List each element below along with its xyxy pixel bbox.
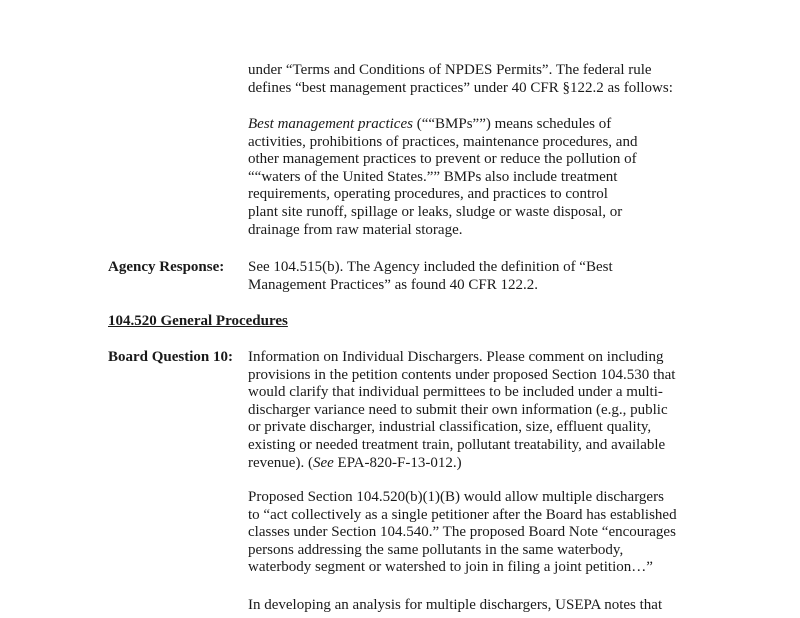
intro-line: under “Terms and Conditions of NPDES Permits”. The federal rule [248,62,652,78]
question-last-line [248,455,708,473]
quote-line: plant site runoff, spillage or leaks, sludge or waste disposal, or [248,203,623,220]
section-heading: 104.520 General Procedures [108,313,288,329]
question-line: provisions in the petition contents under proposed Section 104.530 that [248,366,676,383]
quote-line: other management practices to prevent or reduce the pollution of [248,151,637,168]
question-last-pre: revenue). ( [248,454,313,471]
quote-line: drainage from raw material storage. [248,221,463,238]
agency-response-text [248,259,708,294]
see-signal: See [312,454,334,471]
bmp-definition-quote [248,116,668,239]
proposed-line: to “act collectively as a single petitioner after the Board has established [248,506,677,523]
quote-line: requirements, operating procedures, and practices to control [248,186,608,203]
question-line: discharger variance need to submit their own information (e.g., public [248,401,668,418]
proposed-line: Proposed Section 104.520(b)(1)(B) would allow multiple dischargers [248,489,664,505]
response-line: Management Practices” as found 40 CFR 122.2. [248,276,538,293]
question-line: existing or needed treatment train, pollutant treatability, and available [248,436,666,453]
question-line: or private discharger, industrial classification, size, effluent quality, [248,419,652,436]
intro-paragraph [248,62,708,97]
proposed-line: waterbody segment or watershed to join in filing a joint petition…” [248,559,653,576]
intro-line: defines “best management practices” under 40 CFR §122.2 as follows: [248,79,673,96]
proposed-line: persons addressing the same pollutants in the same waterbody, [248,541,624,558]
quote-first-line-rest: (““BMPs””) means schedules of [412,116,612,132]
defined-term: Best management practices [248,116,413,132]
response-line: See 104.515(b). The Agency included the definition of “Best [248,259,613,275]
agency-response-label: Agency Response: [108,259,225,275]
question-last-post: EPA-820-F-13-012.) [333,454,462,471]
quote-first-line [248,116,668,134]
question-line: Information on Individual Dischargers. Please comment on including [248,349,664,365]
proposed-line: classes under Section 104.540.” The proposed Board Note “encourages [248,524,676,541]
board-question-text [248,349,708,472]
final-paragraph [248,597,708,615]
board-question-label: Board Question 10: [108,349,234,365]
question-line: would clarify that individual permittees to be included under a multi- [248,384,663,401]
quote-line: ““waters of the United States.”” BMPs also include treatment [248,168,618,185]
final-line: In developing an analysis for multiple dischargers, USEPA notes that [248,597,663,613]
quote-line: activities, prohibitions of practices, maintenance procedures, and [248,133,638,150]
proposed-section-paragraph [248,489,708,577]
